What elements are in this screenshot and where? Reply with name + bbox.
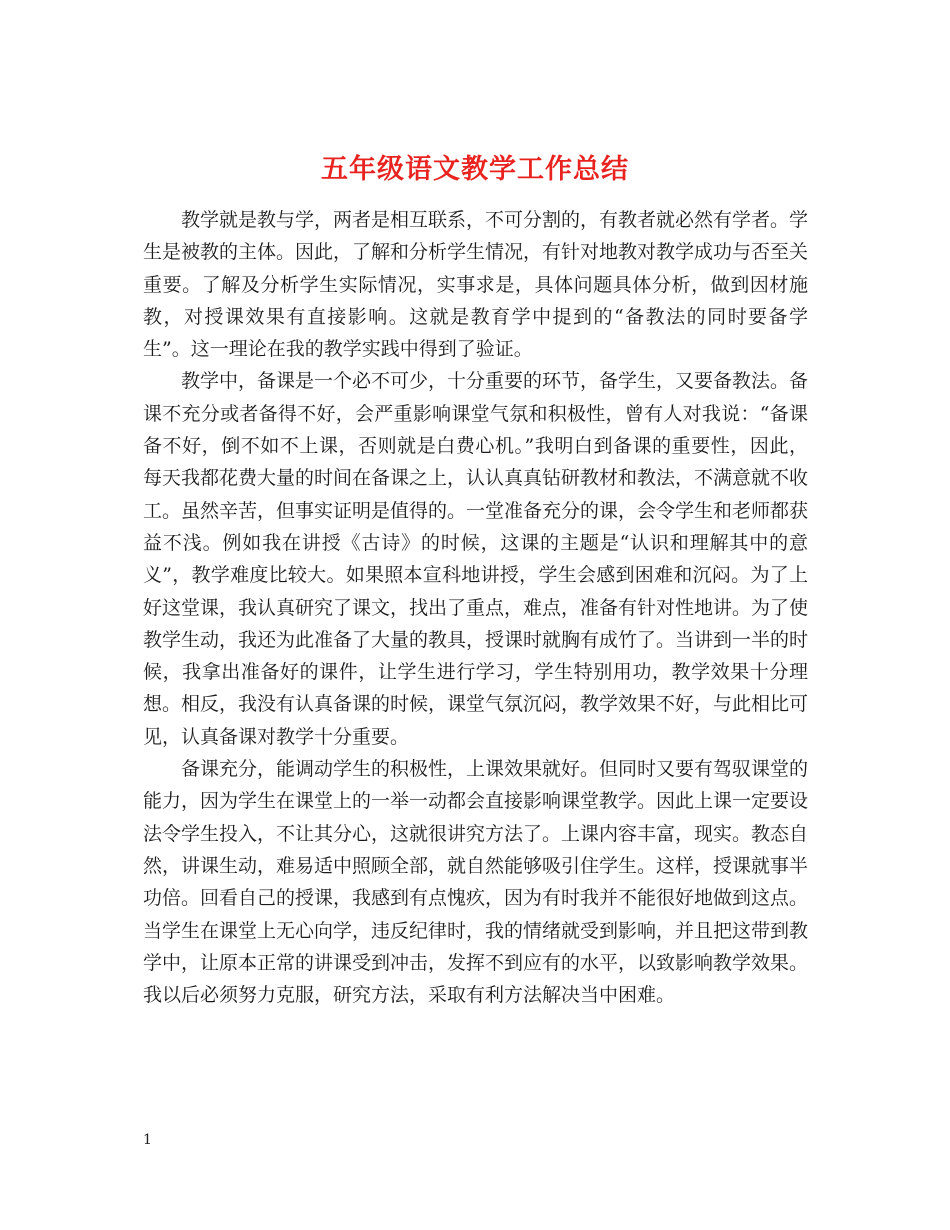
document-body (143, 204, 808, 1011)
document-title: 五年级语文教学工作总结 (321, 154, 629, 186)
page-number: 1 (143, 1132, 152, 1148)
paragraph-2: 教学中，备课是一个必不可少，十分重要的环节，备学生，又要备教法。备课不充分或者备得不好，会严重影响课堂气氛和积极性，曾有人对我说：“备课备不好，倒不如不上课，否则就是白费心机。”我明白到备课的重要性，因此，每天我都花费大量的时间在备课之上，认认真真钻研教材和教法，不满意就不收工。虽然辛苦，但事实证明是值得的。一堂准备充分的课，会令学生和老师都获益不浅。例如我在讲授《古诗》的时候，这课的主题是“认识和理解其中的意义”，教学难度比较大。如果照本宣科地讲授，学生会感到困难和沉闷。为了上好这堂课，我认真研究了课文，找出了重点，难点，准备有针对性地讲。为了使教学生动，我还为此准备了大量的教具，授课时就胸有成竹了。当讲到一半的时候，我拿出准备好的课件，让学生进行学习，学生特别用功，教学效果十分理想。相反，我没有认真备课的时候，课堂气氛沉闷，教学效果不好，与此相比可见，认真备课对教学十分重要。 (143, 370, 809, 748)
paragraph-1: 教学就是教与学，两者是相互联系，不可分割的，有教者就必然有学者。学生是被教的主体。因此，了解和分析学生情况，有针对地教对教学成功与否至关重要。了解及分析学生实际情况，实事求是，具体问题具体分析，做到因材施教，对授课效果有直接影响。这就是教育学中提到的“备教法的同时要备学生”。这一理论在我的教学实践中得到了验证。 (143, 209, 809, 361)
paragraph-3: 备课充分，能调动学生的积极性，上课效果就好。但同时又要有驾驭课堂的能力，因为学生在课堂上的一举一动都会直接影响课堂教学。因此上课一定要设法令学生投入，不让其分心，这就很讲究方法了。上课内容丰富，现实。教态自然，讲课生动，难易适中照顾全部，就自然能够吸引住学生。这样，授课就事半功倍。回看自己的授课，我感到有点愧疚，因为有时我并不能很好地做到这点。当学生在课堂上无心向学，违反纪律时，我的情绪就受到影响，并且把这带到教学中，让原本正常的讲课受到冲击，发挥不到应有的水平，以致影响教学效果。我以后必须努力克服，研究方法，采取有利方法解决当中困难。 (143, 758, 809, 1007)
